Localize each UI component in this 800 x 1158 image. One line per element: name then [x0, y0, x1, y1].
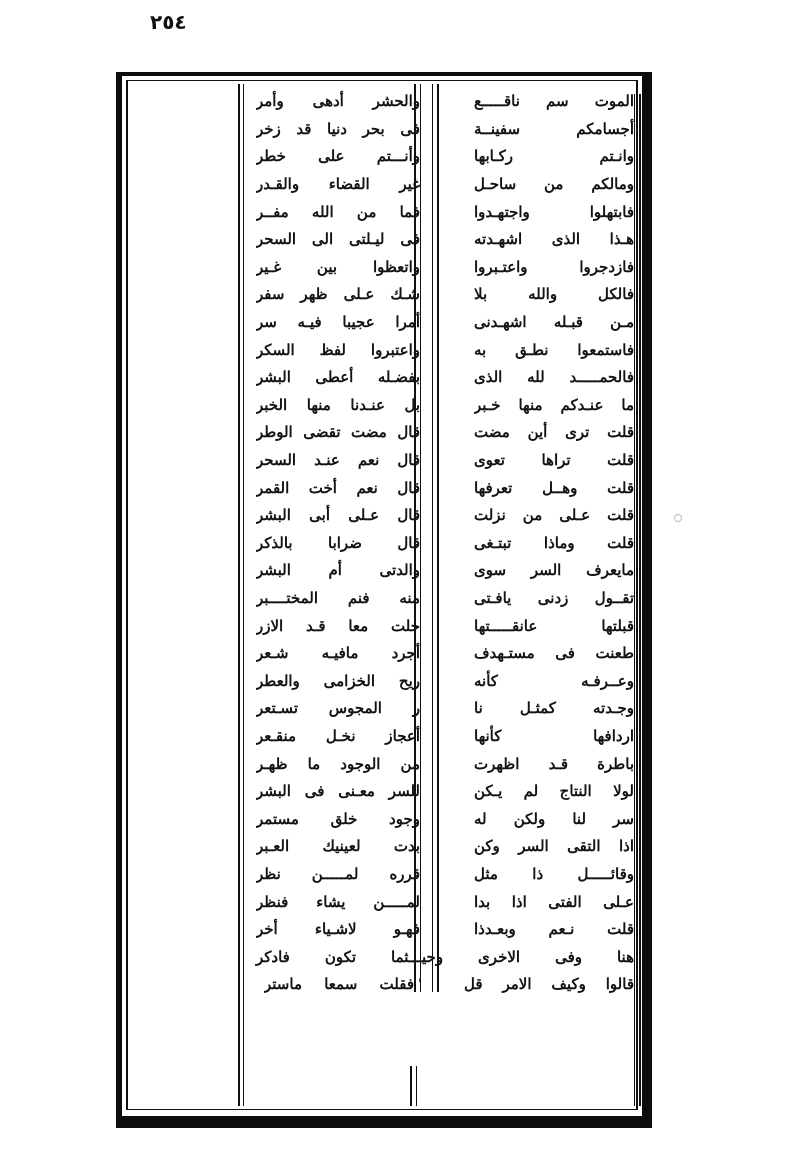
hemistich-first: قلت عـلى من نزلت	[474, 506, 634, 525]
hemistich-first: فالحمـــــد لله الذى	[474, 368, 634, 387]
hemistich-second: فما من الله مفــر	[256, 202, 420, 221]
verse-row	[236, 640, 648, 668]
hemistich-first: هـذا الذى اشهـدته	[474, 230, 634, 249]
hemistich-second: أجرد مافيـه شـعر	[256, 644, 420, 663]
page-number: ٢٥٤	[150, 10, 187, 34]
verse-row	[236, 116, 648, 144]
hemistich-first: ما عنـدكم منها خـبر	[474, 395, 634, 414]
verse-row	[236, 336, 648, 364]
verse-row	[236, 171, 648, 199]
hemistich-second: من الوجود ما ظهـر	[256, 754, 420, 773]
hemistich-first: سر لنا ولكن له	[474, 809, 634, 828]
hemistich-first: قلت وماذا تبتـغى	[474, 533, 634, 552]
verse-row	[236, 364, 648, 392]
hemistich-first: باطرة قـد اظهرت	[474, 754, 634, 773]
hemistich-first: قالوا وكيف الامر قل	[464, 975, 634, 994]
verse-row	[236, 750, 648, 778]
hemistich-second: بل عنـدنا منها الخبر	[256, 395, 420, 414]
hemistich-second: قال نعم عنـد السحر	[256, 451, 420, 470]
verse-row	[236, 833, 648, 861]
hemistich-second: وأنـــتم على خطر	[256, 147, 420, 166]
hemistich-second: فقلت سمعا ماستر	[264, 975, 414, 994]
verse-row	[236, 447, 648, 475]
hemistich-first: تقــول زدنى يافـتى	[474, 588, 634, 607]
poem-block	[236, 84, 648, 1108]
verse-row	[236, 143, 648, 171]
hemistich-first: أجسامكم سفينــة	[474, 119, 634, 138]
hemistich-first: فابتهلوا واجتهـدوا	[474, 202, 634, 221]
hemistich-second: واتعظوا بين غـير	[256, 257, 420, 276]
hemistich-first: مـن قبـله اشهـدنى	[474, 313, 634, 332]
binding-hole-mark	[674, 514, 682, 522]
hemistich-first: قلت تراها تعوى	[474, 451, 634, 470]
hemistich-first: قبلتها عانقـــــتها	[474, 616, 634, 635]
verse-row	[236, 805, 648, 833]
closing-line-full: هنا وفى الاخرى وحيـــثما تكون فادكر	[256, 947, 634, 966]
verse-row	[236, 198, 648, 226]
hemistich-first: وقائـــــل ذا مثل	[474, 864, 634, 883]
verse-row	[236, 667, 648, 695]
verse-row	[236, 888, 648, 916]
hemistich-second: واعتبروا لفظ السكر	[256, 340, 420, 359]
hemistich-second: غير القضاء والقـدر	[256, 175, 420, 194]
verse-row	[236, 916, 648, 944]
verse-row	[236, 612, 648, 640]
verse-row	[236, 474, 648, 502]
hemistich-second: منه فنم المختــــبر	[256, 588, 420, 607]
verse-row	[236, 419, 648, 447]
verse-row	[236, 502, 648, 530]
hemistich-first: قلت وهــل تعرفها	[474, 478, 634, 497]
verse-row	[236, 281, 648, 309]
hemistich-first: وجـدته كمثـل نا	[474, 699, 634, 718]
verse-row	[236, 723, 648, 751]
hemistich-second: وجود خلق مستمر	[256, 809, 420, 828]
hemistich-second: أمرا عجيبا فيـه سر	[256, 313, 420, 332]
hemistich-second: ر المجوس تسـتعر	[256, 699, 420, 718]
hemistich-second: حلت معا قـد الازر	[256, 616, 420, 635]
hemistich-second: والدتى أم البشر	[256, 561, 420, 580]
verse-row	[236, 88, 648, 116]
hemistich-first: طعنت فى مستـهدف	[474, 644, 634, 663]
hemistich-first: عـلى الفتى اذا بدا	[474, 892, 634, 911]
verse-row	[236, 557, 648, 585]
hemistich-second: قال عـلى أبى البشر	[256, 506, 420, 525]
hemistich-first: قلت ترى أين مضت	[474, 423, 634, 442]
hemistich-first: فالكل والله بلا	[474, 285, 634, 304]
hemistich-second: للسر معـنى فى البشر	[256, 782, 420, 801]
hemistich-second: بفضـله أعطى البشر	[256, 368, 420, 387]
hemistich-first: الموت سم ناقـــــع	[474, 92, 634, 111]
hemistich-first: وعــرفـه كأنه	[474, 671, 634, 690]
hemistich-second: شـك عـلى ظهر سفر	[256, 285, 420, 304]
hemistich-first: فازدجروا واعتـبروا	[474, 257, 634, 276]
hemistich-second: قرره لمـــــن نظر	[256, 864, 420, 883]
closing-line	[236, 971, 648, 999]
hemistich-first: قلت نـعم وبعـدذا	[474, 920, 634, 939]
verse-row	[236, 695, 648, 723]
hemistich-second: فهـو لاشـياء أخر	[256, 920, 420, 939]
verse-row	[236, 254, 648, 282]
hemistich-second: قال مضت تقضى الوطر	[256, 423, 420, 442]
hemistich-second: قال نعم أخت القمر	[256, 478, 420, 497]
hemistich-first: ومالكم من ساحـل	[474, 175, 634, 194]
hemistich-first: مايعرف السر سوى	[474, 561, 634, 580]
hemistich-second: بدت لعينيك العـبر	[256, 837, 420, 856]
hemistich-first: لولا النتاج لم يـكن	[474, 782, 634, 801]
hemistich-first: اردافها كأنها	[474, 726, 634, 745]
hemistich-first: فاستمعوا نطـق به	[474, 340, 634, 359]
verse-row	[236, 309, 648, 337]
hemistich-second: فى ليـلتى الى السحر	[256, 230, 420, 249]
verse-row	[236, 778, 648, 806]
verse-row	[236, 585, 648, 613]
hemistich-second: لمـــــن يشاء فنظر	[256, 892, 420, 911]
verse-row	[236, 226, 648, 254]
closing-line	[236, 943, 648, 971]
hemistich-second: قال ضرابا بالذكر	[256, 533, 420, 552]
rule-last-line-a	[410, 1066, 412, 1106]
hemistich-second: ريح الخزامى والعطر	[256, 671, 420, 690]
verse-row	[236, 392, 648, 420]
verse-row	[236, 861, 648, 889]
hemistich-first: وانـتم ركـابها	[474, 147, 634, 166]
rule-last-line-b	[416, 1066, 417, 1106]
hemistich-second: فى بحر دنيا قد زخر	[256, 119, 420, 138]
verse-row	[236, 530, 648, 558]
hemistich-second: والحشر أدهى وأمر	[256, 92, 420, 111]
verse-columns	[236, 88, 648, 999]
hemistich-first: اذا التقى السر وكن	[474, 837, 634, 856]
hemistich-second: أعجاز نخـل منقـعر	[256, 726, 420, 745]
closing-separator-mark: '	[418, 977, 422, 993]
